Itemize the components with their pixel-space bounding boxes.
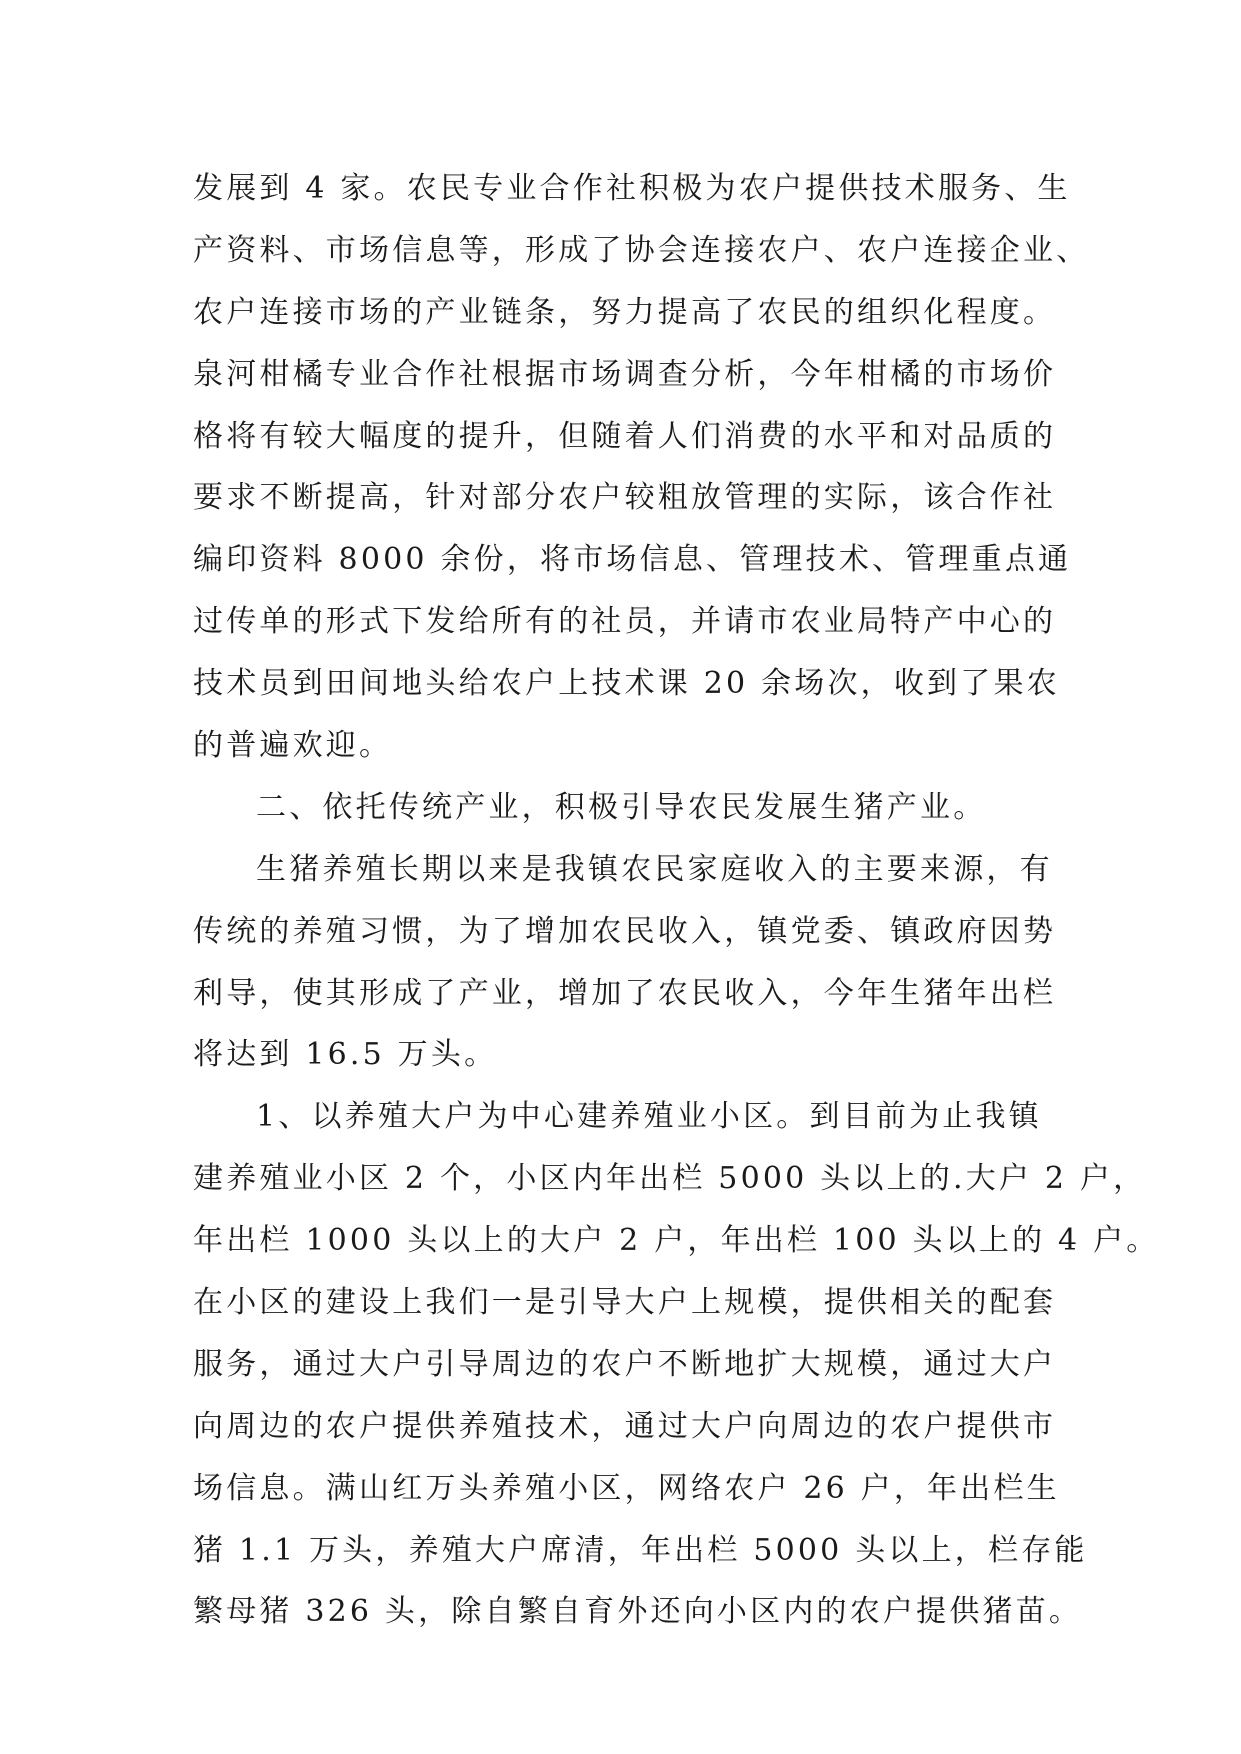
text-line: 向周边的农户提供养殖技术，通过大户向周边的农户提供市 <box>193 1408 1057 1444</box>
text-line: 年出栏 1000 头以上的大户 2 户，年出栏 100 头以上的 4 户。 <box>193 1223 1160 1259</box>
body-text <box>193 158 1160 1643</box>
text-line: 将达到 16.5 万头。 <box>193 1037 498 1073</box>
text-line: 服务，通过大户引导周边的农户不断地扩大规模，通过大户 <box>193 1346 1057 1382</box>
text-line: 要求不断提高，针对部分农户较粗放管理的实际，该合作社 <box>193 480 1057 516</box>
text-line: 编印资料 8000 余份，将市场信息、管理技术、管理重点通 <box>193 542 1072 578</box>
text-line: 建养殖业小区 2 个，小区内年出栏 5000 头以上的.大户 2 户， <box>193 1161 1147 1197</box>
text-line: 传统的养殖习惯，为了增加农民收入，镇党委、镇政府因势 <box>193 913 1057 949</box>
text-line: 繁母猪 326 头，除自繁自育外还向小区内的农户提供猪苗。 <box>193 1594 1083 1630</box>
text-line: 农户连接市场的产业链条，努力提高了农民的组织化程度。 <box>193 294 1057 330</box>
text-line: 泉河柑橘专业合作社根据市场调查分析，今年柑橘的市场价 <box>193 356 1057 392</box>
text-line: 猪 1.1 万头，养殖大户席清，年出栏 5000 头以上，栏存能 <box>193 1532 1088 1568</box>
text-line: 技术员到田间地头给农户上技术课 20 余场次，收到了果农 <box>193 666 1060 702</box>
text-line: 的普遍欢迎。 <box>193 728 393 764</box>
text-line: 过传单的形式下发给所有的社员，并请市农业局特产中心的 <box>193 604 1057 640</box>
subsection-line: 1、以养殖大户为中心建养殖业小区。到目前为止我镇 <box>256 1099 1042 1135</box>
text-line: 场信息。满山红万头养殖小区，网络农户 26 户，年出栏生 <box>193 1470 1060 1506</box>
text-line: 生猪养殖长期以来是我镇农民家庭收入的主要来源，有 <box>256 851 1053 887</box>
text-line: 在小区的建设上我们一是引导大户上规模，提供相关的配套 <box>193 1285 1057 1321</box>
text-line: 发展到 4 家。农民专业合作社积极为农户提供技术服务、生 <box>193 171 1071 206</box>
text-line: 格将有较大幅度的提升，但随着人们消费的水平和对品质的 <box>193 418 1057 454</box>
text-line: 产资料、市场信息等，形成了协会连接农户、农户连接企业、 <box>193 232 1090 268</box>
text-line: 利导，使其形成了产业，增加了农民收入，今年生猪年出栏 <box>193 975 1057 1011</box>
section-heading: 二、依托传统产业，积极引导农民发展生猪产业。 <box>256 789 987 825</box>
